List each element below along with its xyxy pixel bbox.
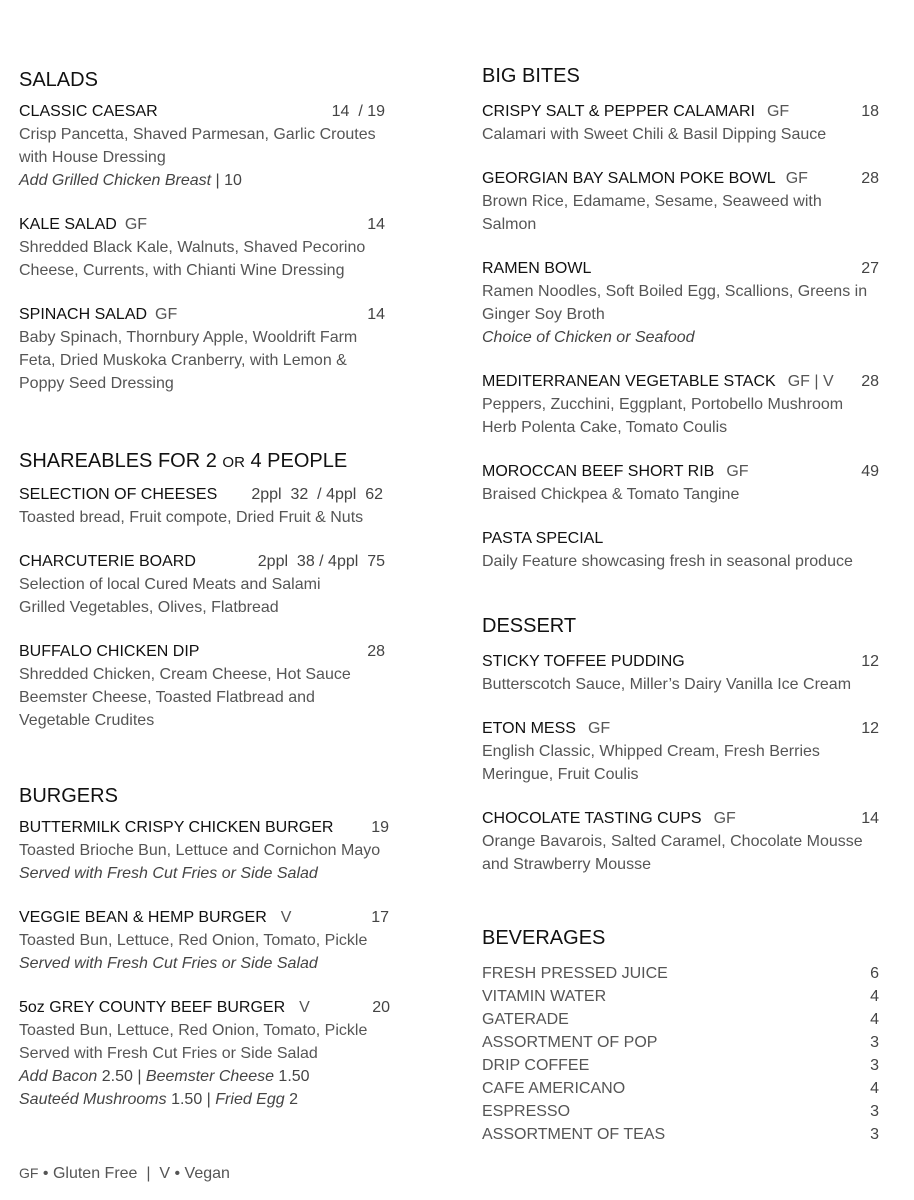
beverage-row [482, 1054, 879, 1077]
item-price: 14 [367, 306, 385, 323]
menu-item-grey-county-beef-burger [19, 996, 390, 1111]
item-description: Braised Chickpea & Tomato Tangine [482, 486, 740, 503]
item-description: Daily Feature showcasing fresh in seasonal produce [482, 553, 853, 570]
item-note: Add Grilled Chicken Breast | 10 [19, 172, 242, 189]
item-name: CHOCOLATE TASTING CUPS [482, 810, 702, 827]
item-description: Toasted bread, Fruit compote, Dried Fruit & Nuts [19, 509, 364, 526]
menu-item-charcuterie-board [19, 550, 385, 619]
menu-item-kale-salad [19, 213, 385, 282]
menu-item-buttermilk-crispy-chicken-burger [19, 816, 389, 885]
salads-section [19, 67, 411, 416]
item-description: Ramen Noodles, Soft Boiled Egg, Scallions, Greens in Ginger Soy Broth [482, 283, 868, 323]
item-name: CHARCUTERIE BOARD [19, 553, 196, 570]
item-description: Toasted Bun, Lettuce, Red Onion, Tomato, Pickle [19, 932, 368, 949]
item-tag: GF [713, 810, 736, 827]
menu-item-salmon-poke-bowl [482, 167, 879, 236]
item-price: 19 [371, 819, 389, 836]
dessert-title: DESSERT [482, 615, 577, 637]
item-tag: GF [766, 103, 790, 120]
menu-item-selection-of-cheeses [19, 483, 385, 529]
item-description: Toasted Bun, Lettuce, Red Onion, Tomato, Pickle Served with Fresh Cut Fries or Side Salad [19, 1022, 368, 1062]
item-description: Shredded Black Kale, Walnuts, Shaved Pecorino Cheese, Currents, with Chianti Wine Dressing [19, 239, 366, 279]
beverage-row [482, 962, 879, 985]
menu-item-classic-caesar [19, 100, 385, 192]
beverage-price: 3 [870, 1057, 879, 1074]
menu-item-mediterranean-vegetable-stack [482, 370, 879, 439]
beverage-row [482, 1077, 879, 1100]
item-price: 28 [367, 643, 385, 660]
menu-item-buffalo-chicken-dip [19, 640, 385, 732]
item-description: English Classic, Whipped Cream, Fresh Berries Meringue, Fruit Coulis [482, 743, 820, 783]
beverage-name: GATERADE [482, 1011, 569, 1028]
menu-item-eton-mess [482, 717, 879, 786]
beverage-name: FRESH PRESSED JUICE [482, 965, 668, 982]
beverage-price: 4 [870, 988, 879, 1005]
item-description: Selection of local Cured Meats and Salami Grilled Vegetables, Olives, Flatbread [19, 576, 321, 616]
menu-item-sticky-toffee-pudding [482, 650, 879, 696]
item-name: SPINACH SALAD [19, 306, 148, 323]
item-name: SELECTION OF CHEESES [19, 486, 218, 503]
item-name: ETON MESS [482, 720, 576, 737]
item-name: CLASSIC CAESAR [19, 103, 158, 120]
beverage-price: 4 [870, 1011, 879, 1028]
item-name: PASTA SPECIAL [482, 530, 604, 547]
beverage-row [482, 1100, 879, 1123]
item-description: Calamari with Sweet Chili & Basil Dipping Sauce [482, 126, 827, 143]
dessert-section [482, 613, 882, 897]
item-name: RAMEN BOWL [482, 260, 592, 277]
item-name: STICKY TOFFEE PUDDING [482, 653, 685, 670]
item-description: Crisp Pancetta, Shaved Parmesan, Garlic Croutes with House Dressing [19, 126, 376, 166]
beverage-price: 6 [870, 965, 879, 982]
item-name: GEORGIAN BAY SALMON POKE BOWL [482, 170, 776, 187]
menu-item-calamari [482, 100, 879, 146]
item-description: Baby Spinach, Thornbury Apple, Wooldrift Farm Feta, Dried Muskoka Cranberry, with Lemon & Poppy Seed Dressing [19, 329, 358, 392]
item-description: Butterscotch Sauce, Miller’s Dairy Vanilla Ice Cream [482, 676, 852, 693]
item-price: 20 [372, 999, 390, 1016]
beverage-name: ESPRESSO [482, 1103, 571, 1120]
item-description: Toasted Brioche Bun, Lettuce and Cornichon Mayo [19, 842, 381, 859]
item-price: 2ppl 32 / 4ppl 62 [251, 486, 383, 503]
beverage-name: ASSORTMENT OF POP [482, 1034, 658, 1051]
item-note: Served with Fresh Cut Fries or Side Salad [19, 865, 318, 882]
item-name: BUTTERMILK CRISPY CHICKEN BURGER [19, 819, 334, 836]
burgers-section [19, 783, 411, 1132]
menu-item-ramen-bowl [482, 257, 879, 349]
item-description: Shredded Chicken, Cream Cheese, Hot Sauce Beemster Cheese, Toasted Flatbread and Vegetable Crudites [19, 666, 351, 729]
item-description: Peppers, Zucchini, Eggplant, Portobello Mushroom Herb Polenta Cake, Tomato Coulis [482, 396, 844, 436]
item-name: 5oz GREY COUNTY BEEF BURGER [19, 999, 286, 1016]
beverage-row [482, 1031, 879, 1054]
item-addons-2: Sauteéd Mushrooms 1.50 | Fried Egg 2 [19, 1091, 298, 1108]
item-price: 17 [371, 909, 389, 926]
menu-item-pasta-special [482, 527, 882, 573]
beverages-list [482, 962, 879, 1146]
big-bites-section [482, 63, 882, 594]
beverage-row [482, 1123, 879, 1146]
item-tag: V [299, 999, 310, 1016]
item-note: Served with Fresh Cut Fries or Side Salad [19, 955, 318, 972]
beverage-price: 3 [870, 1126, 879, 1143]
item-tag: GF [587, 720, 611, 737]
item-name: KALE SALAD [19, 216, 117, 233]
item-price: 28 [861, 170, 879, 187]
dietary-legend: GF • Gluten Free | V • Vegan [19, 1165, 230, 1182]
beverage-name: CAFE AMERICANO [482, 1080, 626, 1097]
menu-item-moroccan-beef-short-rib [482, 460, 879, 506]
menu-item-spinach-salad [19, 303, 385, 395]
item-price: 12 [861, 720, 879, 737]
item-price: 49 [861, 463, 879, 480]
item-name: MOROCCAN BEEF SHORT RIB [482, 463, 715, 480]
item-tag: GF | V [787, 373, 834, 390]
item-price: 28 [861, 373, 879, 390]
item-name: VEGGIE BEAN & HEMP BURGER [19, 909, 267, 926]
beverage-row [482, 985, 879, 1008]
beverage-price: 3 [870, 1034, 879, 1051]
big-bites-title: BIG BITES [482, 65, 580, 87]
shareables-section [19, 448, 411, 753]
burgers-title: BURGERS [19, 785, 118, 807]
beverage-name: VITAMIN WATER [482, 988, 607, 1005]
item-price: 12 [861, 653, 879, 670]
beverages-title: BEVERAGES [482, 927, 606, 949]
item-tag: GF [155, 306, 178, 323]
item-price: 14 [861, 810, 879, 827]
beverage-name: ASSORTMENT OF TEAS [482, 1126, 666, 1143]
item-name: MEDITERRANEAN VEGETABLE STACK [482, 373, 776, 390]
salads-title: SALADS [19, 69, 98, 91]
item-name: CRISPY SALT & PEPPER CALAMARI [482, 103, 755, 120]
item-tag: GF [124, 216, 148, 233]
item-note: Choice of Chicken or Seafood [482, 329, 695, 346]
menu-item-veggie-bean-hemp-burger [19, 906, 389, 975]
item-name: BUFFALO CHICKEN DIP [19, 643, 200, 660]
item-tag: GF [726, 463, 749, 480]
beverage-name: DRIP COFFEE [482, 1057, 590, 1074]
beverage-price: 3 [870, 1103, 879, 1120]
item-price: 27 [861, 260, 879, 277]
item-price: 2ppl 38 / 4ppl 75 [257, 553, 385, 570]
shareables-title: SHAREABLES FOR 2 OR 4 PEOPLE [19, 450, 348, 472]
beverage-price: 4 [870, 1080, 879, 1097]
item-addons-1: Add Bacon 2.50 | Beemster Cheese 1.50 [19, 1068, 310, 1085]
item-description: Brown Rice, Edamame, Sesame, Seaweed with Salmon [482, 193, 822, 233]
item-tag: V [280, 909, 292, 926]
item-price: 18 [861, 103, 879, 120]
item-price: 14 [367, 216, 385, 233]
beverage-row [482, 1008, 879, 1031]
item-description: Orange Bavarois, Salted Caramel, Chocolate Mousse and Strawberry Mousse [482, 833, 863, 873]
menu-item-chocolate-tasting-cups [482, 807, 879, 876]
beverages-section [482, 925, 882, 1146]
item-price: 14 / 19 [331, 103, 385, 120]
item-tag: GF [785, 170, 808, 187]
